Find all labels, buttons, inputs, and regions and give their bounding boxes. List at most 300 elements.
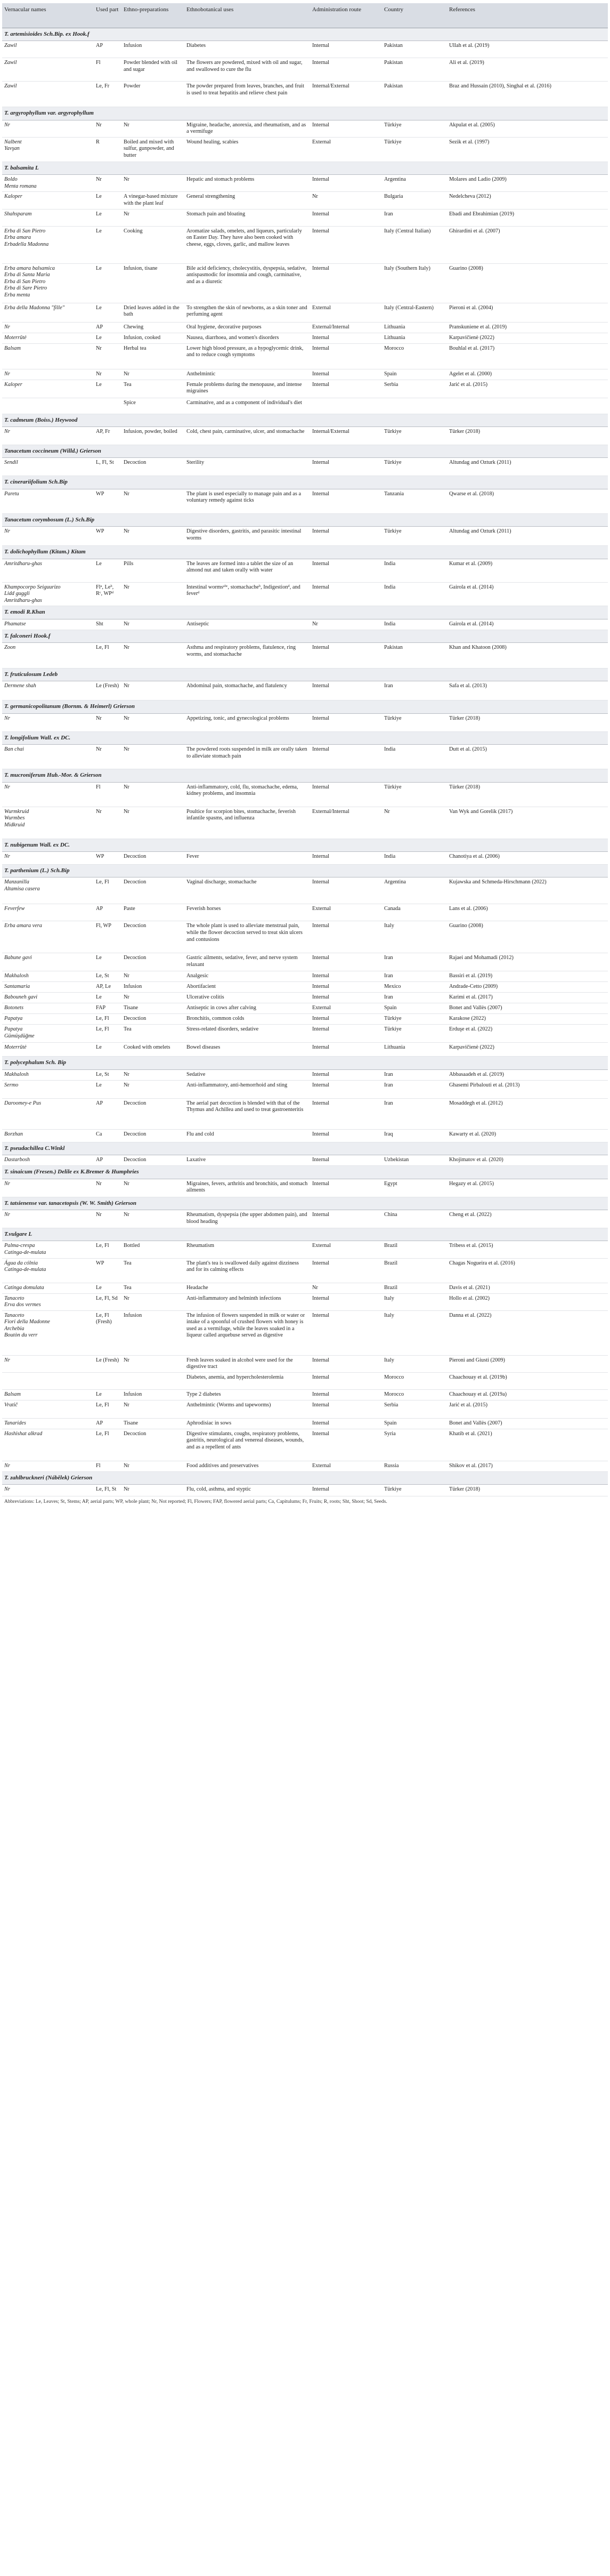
species-name: T. nubigenum Wall. ex DC.: [2, 839, 608, 851]
cell-vernacular-name: Balsam: [2, 343, 94, 369]
species-name: T. falconeri Hook.f: [2, 630, 608, 642]
cell-reference: Altundag and Ozturk (2011): [447, 527, 608, 546]
cell-used-part: AP, Fr: [94, 426, 121, 445]
cell-preparation: Decoction: [121, 878, 184, 904]
cell-uses: Intestinal wormsᵃᵇᶜ, stomachacheᵇ, Indigestionᵈ, and feverᵈ: [184, 582, 310, 606]
cell-route: Internal: [310, 1293, 382, 1310]
cell-route: Internal: [310, 369, 382, 380]
species-section-header: [2, 1197, 608, 1210]
cell-uses: Poultice for scorpion bites, stomachache, feverish infantile spasms, and influenza: [184, 807, 310, 839]
cell-used-part: WP: [94, 489, 121, 513]
table-row: [2, 807, 608, 839]
cell-route: Internal: [310, 1355, 382, 1372]
cell-preparation: Nr: [121, 971, 184, 982]
cell-reference: Chaachouay et al. (2019a): [447, 1389, 608, 1400]
cell-reference: Molares and Ladio (2009): [447, 175, 608, 192]
cell-used-part: Nr: [94, 1210, 121, 1228]
cell-used-part: Le, St: [94, 1069, 121, 1080]
table-row: [2, 1283, 608, 1293]
cell-route: External: [310, 137, 382, 162]
cell-vernacular-name: Kaloper: [2, 192, 94, 209]
cell-route: Nr: [310, 192, 382, 209]
cell-country: Iran: [382, 1069, 447, 1080]
cell-country: China: [382, 1210, 447, 1228]
cell-uses: Anti-inflammatory, anti-hemorrhoid and sting: [184, 1080, 310, 1098]
cell-country: Iran: [382, 209, 447, 226]
cell-used-part: Le, Fl: [94, 878, 121, 904]
cell-used-part: Le: [94, 209, 121, 226]
table-row: [2, 1098, 608, 1129]
cell-uses: Bowel diseases: [184, 1043, 310, 1057]
cell-preparation: Nr: [121, 993, 184, 1003]
cell-used-part: Le, Fl, St: [94, 1485, 121, 1496]
cell-country: India: [382, 559, 447, 582]
cell-reference: Qwarse et al. (2018): [447, 489, 608, 513]
cell-vernacular-name: Tanaceto Fiori della Madonne Archebia Boutòn du verr: [2, 1310, 94, 1355]
cell-uses: Food additives and preservatives: [184, 1461, 310, 1471]
species-name: T. mucroniferum Hub.-Mor. & Grierson: [2, 769, 608, 782]
cell-reference: Andrade-Cetto (2009): [447, 982, 608, 993]
species-section-header: [2, 731, 608, 744]
table-row: [2, 1014, 608, 1025]
cell-route: Internal: [310, 642, 382, 668]
cell-country: Türkiye: [382, 1025, 447, 1043]
cell-uses: The plant's tea is swallowed daily against dizziness and for its calming effects: [184, 1258, 310, 1283]
species-name: T.vulgare L: [2, 1228, 608, 1241]
cell-vernacular-name: Zoon: [2, 642, 94, 668]
cell-country: Pakistan: [382, 58, 447, 82]
cell-vernacular-name: Dastarbosh: [2, 1155, 94, 1166]
table-row: [2, 878, 608, 904]
cell-reference: Ghirardini et al. (2007): [447, 226, 608, 263]
cell-reference: Nedelcheva (2012): [447, 192, 608, 209]
cell-country: Lithuania: [382, 1043, 447, 1057]
cell-reference: Kujawska and Schmeda-Hirschmann (2022): [447, 878, 608, 904]
cell-uses: The leaves are formed into a tablet the size of an almond nut and taken orally with water: [184, 559, 310, 582]
species-name: T. argyrophyllum var. argyrophyllum: [2, 107, 608, 120]
cell-used-part: Le, Fl: [94, 1241, 121, 1258]
cell-preparation: Nr: [121, 582, 184, 606]
cell-vernacular-name: Nr: [2, 369, 94, 380]
cell-used-part: Le: [94, 263, 121, 303]
species-name: T. emodi R.Khan: [2, 606, 608, 619]
cell-reference: Lans et al. (2006): [447, 904, 608, 921]
species-name: T. cadmeum (Boiss.) Heywood: [2, 414, 608, 426]
cell-preparation: Tea: [121, 1025, 184, 1043]
cell-vernacular-name: Makhalosh: [2, 971, 94, 982]
cell-vernacular-name: Zawil: [2, 82, 94, 107]
cell-reference: Erduşe et al. (2022): [447, 1025, 608, 1043]
cell-vernacular-name: Daroomey-e Pus: [2, 1098, 94, 1129]
table-row: [2, 1241, 608, 1258]
cell-country: Iran: [382, 1080, 447, 1098]
cell-preparation: [121, 1372, 184, 1389]
cell-preparation: Nr: [121, 782, 184, 807]
cell-reference: Ullah et al. (2019): [447, 41, 608, 58]
table-row: [2, 1155, 608, 1166]
table-row: [2, 982, 608, 993]
cell-vernacular-name: Feverfew: [2, 904, 94, 921]
cell-used-part: Le: [94, 226, 121, 263]
cell-uses: Fever: [184, 852, 310, 865]
cell-route: Internal: [310, 1310, 382, 1355]
species-section-header: [2, 513, 608, 526]
cell-route: [310, 398, 382, 414]
cell-country: Türkiye: [382, 527, 447, 546]
table-row: [2, 1080, 608, 1098]
cell-preparation: Decoction: [121, 1014, 184, 1025]
table-row: [2, 369, 608, 380]
cell-route: External: [310, 1241, 382, 1258]
cell-preparation: Decoction: [121, 1129, 184, 1142]
cell-reference: Bouhlal et al. (2017): [447, 343, 608, 369]
cell-vernacular-name: Phamatse: [2, 619, 94, 630]
cell-country: Egypt: [382, 1179, 447, 1197]
cell-preparation: Nr: [121, 807, 184, 839]
cell-route: Internal: [310, 713, 382, 731]
cell-uses: The infusion of flowers suspended in milk or water or intake of a spoonful of crushed flowers with honey is used as a vermifuge, while the leaves soaked in a liqueur called arquebuse served as digestive: [184, 1310, 310, 1355]
cell-used-part: L, Fl, St: [94, 458, 121, 476]
cell-reference: Jarić et al. (2015): [447, 1400, 608, 1418]
cell-vernacular-name: Wurmkruid Wurmbes Midkruid: [2, 807, 94, 839]
cell-reference: Pieroni et al. (2004): [447, 303, 608, 322]
species-section-header: [2, 865, 608, 878]
cell-preparation: Infusion: [121, 41, 184, 58]
cell-route: Internal: [310, 343, 382, 369]
cell-vernacular-name: Moterrūtė: [2, 333, 94, 343]
cell-reference: Jarić et al. (2015): [447, 380, 608, 398]
cell-used-part: AP: [94, 322, 121, 333]
cell-used-part: Fl: [94, 782, 121, 807]
cell-reference: Gairola et al. (2014): [447, 619, 608, 630]
cell-reference: Braz and Hussain (2010), Singhal et al. (2016): [447, 82, 608, 107]
cell-uses: Antiseptic: [184, 619, 310, 630]
species-section-header: [2, 769, 608, 782]
cell-used-part: Nr: [94, 745, 121, 769]
cell-used-part: Le, Fr: [94, 82, 121, 107]
cell-country: Spain: [382, 369, 447, 380]
cell-preparation: Herbal tea: [121, 343, 184, 369]
cell-route: Internal: [310, 380, 382, 398]
cell-reference: Bassiri et al. (2019): [447, 971, 608, 982]
table-row: [2, 398, 608, 414]
table-row: [2, 426, 608, 445]
cell-route: Internal: [310, 953, 382, 971]
cell-reference: Gairola et al. (2014): [447, 582, 608, 606]
cell-preparation: Tisane: [121, 1418, 184, 1429]
cell-route: Internal/External: [310, 82, 382, 107]
cell-route: Internal/External: [310, 426, 382, 445]
cell-country: Iran: [382, 993, 447, 1003]
cell-preparation: Tea: [121, 380, 184, 398]
cell-preparation: Decoction: [121, 458, 184, 476]
cell-preparation: Pills: [121, 559, 184, 582]
cell-reference: Rajaei and Mohamadi (2012): [447, 953, 608, 971]
cell-preparation: Nr: [121, 1080, 184, 1098]
header-ethno-preparations: Ethno-preparations: [121, 3, 184, 28]
cell-country: Türkiye: [382, 137, 447, 162]
table-row: [2, 380, 608, 398]
table-row: [2, 1003, 608, 1014]
species-section-header: [2, 606, 608, 619]
table-row: [2, 1043, 608, 1057]
cell-vernacular-name: Nr: [2, 1179, 94, 1197]
cell-uses: The powder prepared from leaves, branches, and fruit is used to treat hepatitis and relieve chest pain: [184, 82, 310, 107]
table-row: [2, 82, 608, 107]
cell-route: Internal: [310, 527, 382, 546]
cell-preparation: Nr: [121, 619, 184, 630]
table-row: [2, 343, 608, 369]
cell-reference: Ghasemi Pirbalouti et al. (2013): [447, 1080, 608, 1098]
species-section-header: [2, 630, 608, 642]
cell-country: Russia: [382, 1461, 447, 1471]
cell-reference: Altundag and Ozturk (2011): [447, 458, 608, 476]
table-row: [2, 993, 608, 1003]
cell-country: Pakistan: [382, 82, 447, 107]
cell-used-part: Le: [94, 1043, 121, 1057]
cell-vernacular-name: Botonets: [2, 1003, 94, 1014]
cell-uses: Rheumatism, dyspepsia (the upper abdomen pain), and blood heading: [184, 1210, 310, 1228]
cell-route: Internal: [310, 921, 382, 953]
cell-reference: Karpavičienė (2022): [447, 333, 608, 343]
species-section-header: [2, 28, 608, 41]
cell-reference: Guarino (2008): [447, 921, 608, 953]
cell-used-part: AP: [94, 1155, 121, 1166]
cell-country: Brazil: [382, 1241, 447, 1258]
cell-route: External: [310, 303, 382, 322]
table-row: [2, 852, 608, 865]
cell-country: India: [382, 582, 447, 606]
cell-preparation: Tea: [121, 1283, 184, 1293]
cell-vernacular-name: Catinga domulata: [2, 1283, 94, 1293]
cell-country: Morocco: [382, 1372, 447, 1389]
cell-used-part: Fl, WP: [94, 921, 121, 953]
cell-country: Spain: [382, 1003, 447, 1014]
cell-uses: Anti-inflammatory, cold, flu, stomachache, edema, kidney problems, and insomnia: [184, 782, 310, 807]
species-section-header: [2, 1057, 608, 1069]
cell-reference: Bonet and Vallès (2007): [447, 1418, 608, 1429]
cell-preparation: Nr: [121, 1069, 184, 1080]
header-used-part: Used part: [94, 3, 121, 28]
cell-route: Internal: [310, 41, 382, 58]
cell-preparation: Infusion, tisane: [121, 263, 184, 303]
cell-reference: Kumar et al. (2009): [447, 559, 608, 582]
header-vernacular-names: Vernacular names: [2, 3, 94, 28]
cell-preparation: Nr: [121, 369, 184, 380]
cell-uses: Bronchitis, common colds: [184, 1014, 310, 1025]
cell-route: Internal: [310, 1025, 382, 1043]
cell-reference: Hollo et al. (2002): [447, 1293, 608, 1310]
cell-country: Italy: [382, 1355, 447, 1372]
cell-preparation: Nr: [121, 1461, 184, 1471]
species-name: T. dolichophyllum (Kitam.) Kitam: [2, 546, 608, 559]
cell-route: Internal: [310, 1014, 382, 1025]
table-row: [2, 782, 608, 807]
cell-preparation: Nr: [121, 713, 184, 731]
cell-preparation: Decoction: [121, 1098, 184, 1129]
cell-route: Internal: [310, 1372, 382, 1389]
cell-used-part: Nr: [94, 343, 121, 369]
cell-vernacular-name: Nr: [2, 782, 94, 807]
cell-uses: Sedative: [184, 1069, 310, 1080]
cell-route: External/Internal: [310, 322, 382, 333]
species-section-header: [2, 1142, 608, 1155]
header-country: Country: [382, 3, 447, 28]
cell-preparation: Infusion, powder, boiled: [121, 426, 184, 445]
cell-country: Lithuania: [382, 333, 447, 343]
cell-vernacular-name: Shahsparam: [2, 209, 94, 226]
cell-uses: Feverish horses: [184, 904, 310, 921]
cell-route: External: [310, 1003, 382, 1014]
cell-uses: Rheumatism: [184, 1241, 310, 1258]
table-row: [2, 642, 608, 668]
cell-vernacular-name: Borzhan: [2, 1129, 94, 1142]
cell-preparation: Paste: [121, 904, 184, 921]
cell-route: Internal: [310, 582, 382, 606]
cell-preparation: Powder blended with oil and sugar: [121, 58, 184, 82]
cell-vernacular-name: Nr: [2, 527, 94, 546]
cell-reference: Hegazy et al. (2015): [447, 1179, 608, 1197]
cell-reference: Safa et al. (2013): [447, 681, 608, 701]
cell-used-part: Flᵃ, Leᵇ, Rᶜ, WPᵈ: [94, 582, 121, 606]
species-name: T. artemisioides Sch.Bip. ex Hook.f: [2, 28, 608, 41]
cell-preparation: Nr: [121, 1293, 184, 1310]
cell-reference: Türker (2018): [447, 713, 608, 731]
cell-uses: To strengthen the skin of newborns, as a skin toner and perfuming agent: [184, 303, 310, 322]
cell-vernacular-name: [2, 398, 94, 414]
cell-reference: Agelet et al. (2000): [447, 369, 608, 380]
cell-vernacular-name: Nr: [2, 852, 94, 865]
header-ethnobotanical-uses: Ethnobotanical uses: [184, 3, 310, 28]
table-footnote: Abbreviations: Le, Leaves; St, Stems; AP, aerial parts; WP, whole plant; Nr, Not reported; Fl, Flowers; FAP, flowered aerial parts; Ca, Capitulums; Fr, Fruits; R, roots; Sht, Shoot; Sd, Seeds.: [4, 1499, 387, 1505]
cell-country: Italy (Central-Eastern): [382, 303, 447, 322]
cell-country: Türkiye: [382, 1014, 447, 1025]
cell-uses: The aerial part decoction is blended with that of the Thymus and Achillea and used to treat gastroenteritis: [184, 1098, 310, 1129]
table-row: [2, 619, 608, 630]
cell-preparation: Tisane: [121, 1003, 184, 1014]
cell-used-part: Le: [94, 333, 121, 343]
cell-used-part: [94, 1372, 121, 1389]
cell-vernacular-name: Tanarides: [2, 1418, 94, 1429]
cell-route: Internal: [310, 175, 382, 192]
table-row: [2, 1310, 608, 1355]
cell-uses: Sterility: [184, 458, 310, 476]
table-row: [2, 1293, 608, 1310]
cell-reference: Sezik et al. (1997): [447, 137, 608, 162]
table-row: [2, 175, 608, 192]
table-row: [2, 41, 608, 58]
cell-preparation: Chewing: [121, 322, 184, 333]
cell-country: Türkiye: [382, 458, 447, 476]
cell-reference: Cheng et al. (2022): [447, 1210, 608, 1228]
species-section-header: [2, 1166, 608, 1179]
table-row: [2, 904, 608, 921]
cell-reference: Karakose (2022): [447, 1014, 608, 1025]
cell-vernacular-name: Erba amara vera: [2, 921, 94, 953]
cell-uses: The powdered roots suspended in milk are orally taken to alleviate stomach pain: [184, 745, 310, 769]
cell-reference: Abbasaadeh et al. (2019): [447, 1069, 608, 1080]
cell-preparation: Decoction: [121, 1429, 184, 1461]
table-row: [2, 582, 608, 606]
species-name: T. tatsienense var. tanacetopsis (W. W. Smith) Grierson: [2, 1197, 608, 1210]
cell-country: Iran: [382, 953, 447, 971]
cell-uses: Oral hygiene, decorative purposes: [184, 322, 310, 333]
cell-vernacular-name: [2, 1372, 94, 1389]
cell-route: Internal: [310, 120, 382, 137]
cell-vernacular-name: Erba della Madonna "fille": [2, 303, 94, 322]
cell-used-part: Le, Fl: [94, 1429, 121, 1461]
table-row: [2, 263, 608, 303]
cell-reference: Ebadi and Ebrahimian (2019): [447, 209, 608, 226]
cell-uses: Diabetes, anemia, and hypercholesterolemia: [184, 1372, 310, 1389]
cell-used-part: Le: [94, 303, 121, 322]
cell-preparation: A vinegar-based mixture with the plant leaf: [121, 192, 184, 209]
cell-vernacular-name: Sendil: [2, 458, 94, 476]
ethnobotany-table: [2, 3, 608, 1496]
cell-country: Tanzania: [382, 489, 447, 513]
cell-route: Internal: [310, 1210, 382, 1228]
cell-route: External: [310, 904, 382, 921]
cell-vernacular-name: Nr: [2, 426, 94, 445]
cell-route: Internal: [310, 1429, 382, 1461]
cell-route: Internal: [310, 458, 382, 476]
cell-reference: Akpulat et al. (2005): [447, 120, 608, 137]
cell-used-part: Nr: [94, 369, 121, 380]
cell-country: Türkiye: [382, 120, 447, 137]
cell-used-part: AP: [94, 1098, 121, 1129]
table-row: [2, 333, 608, 343]
cell-preparation: Decoction: [121, 921, 184, 953]
cell-vernacular-name: Makhalosh: [2, 1069, 94, 1080]
cell-country: Morocco: [382, 1389, 447, 1400]
cell-used-part: AP: [94, 41, 121, 58]
table-row: [2, 1429, 608, 1461]
table-row: [2, 1372, 608, 1389]
cell-route: Internal: [310, 263, 382, 303]
species-section-header: [2, 668, 608, 681]
cell-reference: Tribess et al. (2015): [447, 1241, 608, 1258]
cell-used-part: AP: [94, 1418, 121, 1429]
cell-uses: The whole plant is used to alleviate menstrual pain, while the flower decoction served to treat skin ulcers and contusions: [184, 921, 310, 953]
table-row: [2, 681, 608, 701]
cell-reference: Pranskuniene et al. (2019): [447, 322, 608, 333]
cell-vernacular-name: Manzanilla Altamisa casera: [2, 878, 94, 904]
cell-reference: Chagas Nogueira et al. (2016): [447, 1258, 608, 1283]
cell-reference: Ali et al. (2019): [447, 58, 608, 82]
cell-country: Nr: [382, 807, 447, 839]
cell-uses: Type 2 diabetes: [184, 1389, 310, 1400]
species-section-header: [2, 701, 608, 713]
table-row: [2, 322, 608, 333]
cell-route: Internal: [310, 1080, 382, 1098]
cell-preparation: Powder: [121, 82, 184, 107]
cell-uses: Laxative: [184, 1155, 310, 1166]
table-row: [2, 1389, 608, 1400]
table-row: [2, 226, 608, 263]
cell-uses: Cold, chest pain, carminative, ulcer, and stomachache: [184, 426, 310, 445]
cell-country: Italy: [382, 1293, 447, 1310]
table-row: [2, 120, 608, 137]
cell-route: Internal: [310, 58, 382, 82]
cell-country: Canada: [382, 904, 447, 921]
cell-vernacular-name: Dermene shah: [2, 681, 94, 701]
cell-country: Uzbekistan: [382, 1155, 447, 1166]
table-row: [2, 527, 608, 546]
cell-country: Lithuania: [382, 322, 447, 333]
cell-route: Internal: [310, 226, 382, 263]
species-section-header: [2, 546, 608, 559]
cell-vernacular-name: Zawil: [2, 41, 94, 58]
